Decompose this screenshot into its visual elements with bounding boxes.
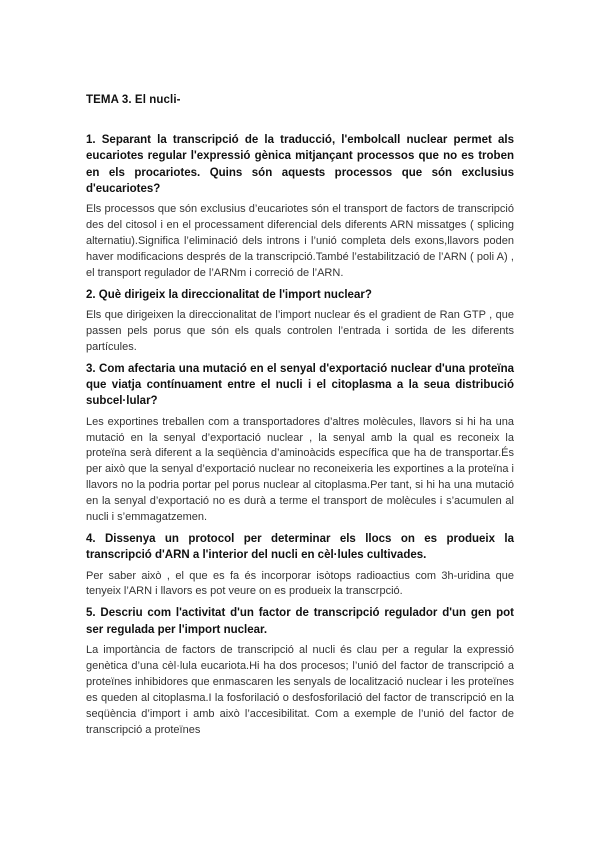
section-4 <box>86 531 514 600</box>
document-page <box>86 94 514 743</box>
answer-3: Les exportines treballen com a transportadores d’altres molècules, llavors si hi ha una mutació en la senyal d’exportació nuclear , la senyal amb la qual es reconeix la proteïna serà diferent a la seqüència d’aminoàcids específica que ha de transportar.És per això que la senyal d’exportació nuclear no reconeixeria les exportines a la proteïna i llavors no la podria portar pel porus nuclear al citoplasma.Per tant, si hi ha una mutació en la senyal d’exportació no es durà a terme el transport de molècules i s’acumulen al nucli i s’emmagatzemen. <box>86 415 514 524</box>
section-2 <box>86 287 514 356</box>
section-3 <box>86 361 514 526</box>
section-5 <box>86 605 514 738</box>
answer-4: Per saber això , el que es fa és incorporar isòtops radioactius com 3h-uridina que tenyeix l’ARN i llavors es pot veure on es produeix la transcrpció. <box>86 569 514 598</box>
answer-1: Els processos que són exclusius d’eucariotes són el transport de factors de transcripció des del citosol i en el processament diferencial dels diferents ARN missatges ( splicing alternatiu).Significa l’eliminació dels introns i l’unió completa dels exons,llavors poden haver modificacions després de la transcripció.També l’estabilització de l’ARN ( poli A) , el transport regulador de l’ARNm i correció de l’ARN. <box>86 203 514 279</box>
question-2: 2. Què dirigeix la direccionalitat de l'import nuclear? <box>86 288 372 301</box>
question-4: 4. Dissenya un protocol per determinar els llocs on es produeix la transcripció d'ARN a l'interior del nucli en cèl·lules cultivades. <box>86 532 514 562</box>
answer-5: La importància de factors de transcripció al nucli és clau per a regular la expressió genètica d’una cèl·lula eucariota.Hi ha dos procesos; l’unió del factor de transcripció a proteïnes inhibidores que enmascaren les senyals de localització nuclear i les proteïnes es queden al citoplasma.I la fosforilació o desfosforilació del factor de transcripció en la seqüència d’import i amb això l’accesibilitat. Com a exemple de l’unió del factor de transcripció a proteïnes <box>86 643 514 736</box>
answer-2: Els que dirigeixen la direccionalitat de l’import nuclear és el gradient de Ran GTP , que passen pels porus que són els quals controlen l’entrada i sortida de les diferents partícules. <box>86 309 514 353</box>
question-5: 5. Descriu com l'activitat d'un factor de transcripció regulador d'un gen pot ser regulada per l'import nuclear. <box>86 607 514 636</box>
question-3: 3. Com afectaria una mutació en el senyal d'exportació nuclear d'una proteïna que viatja contínuament entre el nucli i el citoplasma a la seua distribució subcel·lular? <box>86 362 514 408</box>
question-1: 1. Separant la transcripció de la traducció, l'embolcall nuclear permet als eucariotes regular l'expressió gènica mitjançant processos que no es troben en els procariotes. Quins són aquests processos que són exclusius d'eucariotes? <box>86 134 514 195</box>
section-1 <box>86 132 514 282</box>
document-title: TEMA 3. El nucli- <box>86 94 181 106</box>
